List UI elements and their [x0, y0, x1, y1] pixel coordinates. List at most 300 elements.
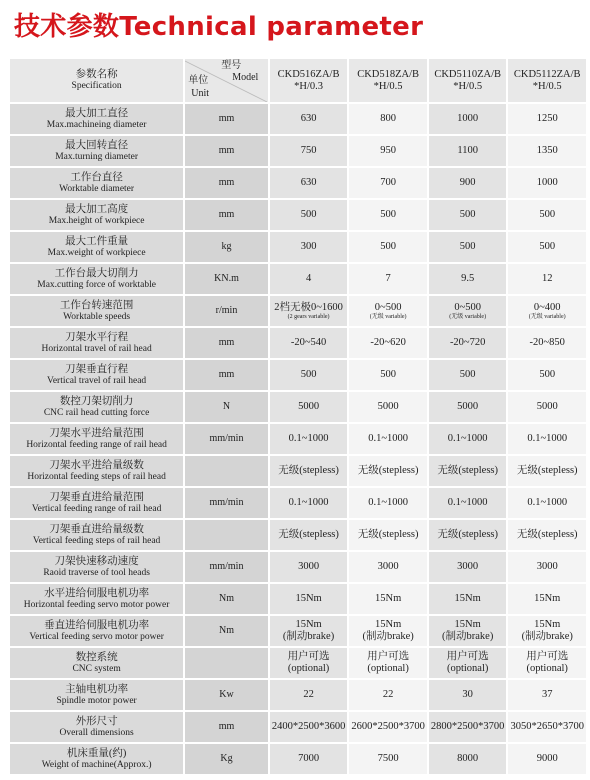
value-text: 无级(stepless) [357, 465, 419, 477]
spec-name-cn: 垂直进给伺服电机功率 [44, 619, 150, 631]
value-text: 15Nm [295, 619, 322, 631]
table-row [10, 680, 586, 710]
value-note: (optional) [446, 663, 489, 674]
value-text: 500 [539, 209, 556, 221]
value-text: 0~500 [454, 301, 481, 313]
value-cell [429, 168, 507, 198]
model-header-cn: 型号 [221, 60, 242, 71]
table-row [10, 264, 586, 294]
value-text: 500 [459, 369, 476, 381]
value-text: 2档无极0~1600 [274, 301, 343, 313]
model-header-cell [429, 59, 507, 102]
value-text: 500 [300, 369, 317, 381]
value-cell [429, 200, 507, 230]
unit-cell: Kw [185, 680, 268, 710]
value-text: 700 [380, 177, 396, 189]
page-title: 技术参数Technical parameter [14, 12, 424, 42]
value-cell [508, 424, 586, 454]
spec-name-en: Horizontal feeding steps of rail head [27, 471, 166, 482]
value-cell [270, 488, 348, 518]
spec-name-en: Vertical travel of rail head [47, 375, 147, 386]
value-cell [349, 296, 427, 326]
unit-cell: KN.m [185, 264, 268, 294]
value-note: (制动brake) [442, 631, 494, 642]
value-cell [270, 168, 348, 198]
value-cell [429, 424, 507, 454]
spec-name-en: CNC system [72, 663, 121, 674]
unit-cell: mm/min [185, 424, 268, 454]
model-suffix: *H/0.5 [453, 80, 483, 92]
value-text: 500 [459, 241, 476, 253]
value-text: 0.1~1000 [527, 433, 568, 445]
value-cell [508, 296, 586, 326]
value-cell [508, 584, 586, 614]
spec-name-cell [10, 584, 183, 614]
value-text: 15Nm [534, 619, 561, 631]
spec-name-en: Vertical feeding range of rail head [31, 503, 162, 514]
value-cell [270, 360, 348, 390]
value-cell [429, 264, 507, 294]
value-cell [270, 232, 348, 262]
value-text: 2400*2500*3600 [271, 721, 346, 733]
value-cell [349, 712, 427, 742]
value-cell [508, 232, 586, 262]
spec-name-cell [10, 456, 183, 486]
unit-header-en: Unit [191, 88, 209, 99]
value-note: (制动brake) [282, 631, 335, 642]
value-cell [508, 456, 586, 486]
spec-name-cell [10, 200, 183, 230]
value-cell [429, 296, 507, 326]
spec-name-cn: 最大加工直径 [65, 107, 129, 119]
value-text: 500 [539, 369, 556, 381]
unit-cell: Nm [185, 584, 268, 614]
value-cell [508, 392, 586, 422]
spec-name-cn: 数控刀架切削力 [59, 395, 134, 407]
value-text: 30 [462, 689, 473, 701]
value-text: 630 [300, 177, 317, 189]
value-text: 9000 [536, 753, 558, 765]
unit-cell: mm [185, 712, 268, 742]
value-text: 用户可选 [446, 651, 489, 663]
spec-name-cn: 外形尺寸 [75, 715, 118, 727]
value-text: -20~850 [529, 337, 565, 349]
spec-name-cell [10, 328, 183, 358]
table-row [10, 648, 586, 678]
unit-cell [185, 520, 268, 550]
spec-name-cn: 工作台直径 [70, 171, 123, 183]
value-text: 1100 [457, 145, 478, 157]
value-text: 37 [541, 689, 553, 701]
table-row [10, 552, 586, 582]
value-text: -20~720 [449, 337, 486, 349]
spec-name-en: Max.height of workpiece [48, 215, 145, 226]
value-text: -20~540 [290, 337, 327, 349]
spec-name-en: Weight of machine(Approx.) [41, 759, 152, 770]
value-cell [508, 488, 586, 518]
value-cell [349, 648, 427, 678]
spec-name-en: Max.cutting force of worktable [37, 279, 156, 290]
value-cell [429, 136, 507, 166]
spec-name-cn: 刀架垂直进给量范围 [49, 491, 144, 503]
table-row [10, 424, 586, 454]
spec-header-en: Specification [71, 81, 122, 92]
value-text: 500 [539, 241, 556, 253]
unit-cell: kg [185, 232, 268, 262]
value-text: 1350 [536, 145, 558, 157]
value-text: 无级(stepless) [516, 465, 578, 477]
value-cell [270, 424, 348, 454]
value-text: 500 [380, 241, 396, 253]
spec-name-en: Overall dimensions [59, 727, 134, 738]
spec-name-cn: 刀架垂直行程 [65, 363, 129, 375]
spec-header-cell [10, 59, 183, 102]
value-text: 0~500 [374, 301, 402, 313]
value-cell [270, 200, 348, 230]
value-cell [270, 328, 348, 358]
table-row [10, 488, 586, 518]
value-text: 用户可选 [367, 651, 410, 663]
value-cell [349, 584, 427, 614]
value-text: 0.1~1000 [447, 497, 488, 509]
unit-cell: mm [185, 328, 268, 358]
table-row [10, 616, 586, 646]
spec-name-en: Worktable diameter [59, 183, 135, 194]
value-cell [270, 104, 348, 134]
spec-name-en: Spindle motor power [56, 695, 137, 706]
value-text: 500 [380, 369, 396, 381]
value-cell [270, 616, 348, 646]
value-text: 750 [300, 145, 317, 157]
value-cell [429, 648, 507, 678]
value-text: 800 [380, 113, 396, 125]
value-cell [429, 360, 507, 390]
spec-name-cell [10, 712, 183, 742]
unit-cell [185, 456, 268, 486]
model-header-cell [270, 59, 348, 102]
value-text: 无级(stepless) [357, 529, 419, 541]
unit-cell: Kg [185, 744, 268, 774]
value-cell [349, 520, 427, 550]
unit-cell: r/min [185, 296, 268, 326]
spec-header-cn: 参数名称 [75, 69, 118, 81]
value-text: 3050*2650*3700 [510, 721, 584, 733]
value-cell [349, 488, 427, 518]
value-text: 0.1~1000 [368, 497, 409, 509]
spec-name-cell [10, 232, 183, 262]
spec-name-cn: 刀架快速移动速度 [54, 555, 139, 567]
spec-name-en: Max.turning diameter [55, 151, 139, 162]
value-cell [270, 296, 348, 326]
value-text: 500 [300, 209, 317, 221]
value-cell [349, 200, 427, 230]
value-cell [508, 680, 586, 710]
table-row [10, 744, 586, 774]
value-text: 无级(stepless) [278, 529, 339, 541]
value-text: 5000 [377, 401, 399, 413]
value-text: 用户可选 [526, 651, 569, 663]
spec-name-cn: 刀架垂直进给量级数 [49, 523, 144, 535]
spec-name-cell [10, 168, 183, 198]
value-cell [429, 456, 507, 486]
table-row [10, 456, 586, 486]
value-cell [429, 680, 507, 710]
model-name: CKD516ZA/B [277, 68, 340, 80]
value-text: 3000 [377, 561, 399, 573]
spec-name-cn: 机床重量(约) [66, 747, 127, 759]
spec-name-cell [10, 104, 183, 134]
spec-name-en: Horizontal feeding servo motor power [23, 599, 170, 610]
model-header-cell [508, 59, 586, 102]
value-cell [349, 456, 427, 486]
value-cell [270, 520, 348, 550]
value-text: 300 [300, 241, 317, 253]
spec-name-cell [10, 680, 183, 710]
value-cell [508, 744, 586, 774]
spec-name-en: Max.machineing diameter [46, 119, 147, 130]
value-cell [429, 744, 507, 774]
value-cell [508, 136, 586, 166]
value-cell [349, 680, 427, 710]
value-text: 5000 [536, 401, 558, 413]
value-text: 22 [382, 689, 394, 701]
spec-name-cell [10, 648, 183, 678]
value-cell [349, 552, 427, 582]
value-cell [508, 360, 586, 390]
unit-cell: mm [185, 136, 268, 166]
model-name: CKD5110ZA/B [434, 68, 502, 80]
value-text: 2800*2500*3700 [430, 721, 505, 733]
value-text: 630 [300, 113, 317, 125]
model-suffix: *H/0.5 [373, 80, 403, 92]
value-note: (制动brake) [362, 631, 414, 642]
value-cell [508, 712, 586, 742]
spec-name-en: CNC rail head cutting force [43, 407, 150, 418]
value-cell [508, 616, 586, 646]
value-text: 3000 [536, 561, 558, 573]
table-row [10, 232, 586, 262]
spec-name-cn: 最大工件重量 [65, 235, 129, 247]
spec-name-cell [10, 552, 183, 582]
model-header-cell [349, 59, 427, 102]
value-text: 500 [459, 209, 476, 221]
spec-name-en: Vertical feeding servo motor power [29, 631, 164, 642]
spec-name-cn: 水平进给伺服电机功率 [44, 587, 150, 599]
table-row [10, 392, 586, 422]
table-row [10, 360, 586, 390]
value-text: 3000 [457, 561, 479, 573]
value-note: (制动brake) [521, 631, 573, 642]
table-row [10, 200, 586, 230]
value-note: (optional) [367, 663, 409, 674]
unit-cell: mm [185, 200, 268, 230]
value-text: 0.1~1000 [288, 433, 329, 445]
value-cell [429, 584, 507, 614]
value-cell [508, 264, 586, 294]
value-text: 1000 [536, 177, 558, 189]
value-text: 用户可选 [287, 651, 330, 663]
value-cell [349, 168, 427, 198]
model-suffix: *H/0.3 [294, 80, 323, 92]
spec-name-cn: 刀架水平进给量级数 [49, 459, 144, 471]
unit-cell: mm [185, 168, 268, 198]
spec-name-cell [10, 296, 183, 326]
value-cell [429, 712, 507, 742]
value-cell [349, 744, 427, 774]
spec-name-cn: 数控系统 [75, 651, 118, 663]
spec-table [8, 57, 588, 776]
value-text: 15Nm [295, 593, 322, 605]
value-cell [429, 392, 507, 422]
table-row [10, 584, 586, 614]
value-note: (2 gears variable) [287, 313, 330, 320]
value-text: 900 [459, 177, 476, 189]
value-cell [508, 552, 586, 582]
value-text: 1250 [536, 113, 558, 125]
spec-name-cn: 工作台最大切削力 [54, 267, 139, 279]
spec-name-cn: 刀架水平进给量范围 [49, 427, 144, 439]
value-text: 15Nm [534, 593, 561, 605]
spec-name-cn: 工作台转速范围 [59, 299, 134, 311]
value-cell [349, 616, 427, 646]
spec-name-en: Worktable speeds [63, 311, 131, 322]
value-text: 12 [541, 273, 553, 285]
value-cell [429, 232, 507, 262]
value-cell [349, 328, 427, 358]
value-text: 8000 [457, 753, 479, 765]
spec-name-cell [10, 520, 183, 550]
value-cell [508, 104, 586, 134]
value-text: 15Nm [374, 593, 402, 605]
unit-cell: mm/min [185, 552, 268, 582]
spec-name-en: Raoid traverse of tool heads [43, 567, 150, 578]
value-cell [270, 648, 348, 678]
spec-name-en: Horizontal travel of rail head [41, 343, 152, 354]
value-text: 7000 [298, 753, 320, 765]
spec-name-en: Horizontal feeding range of rail head [26, 439, 167, 450]
spec-name-cell [10, 488, 183, 518]
value-cell [270, 680, 348, 710]
spec-table-body [10, 59, 586, 774]
spec-name-cn: 主轴电机功率 [65, 683, 129, 695]
value-cell [508, 520, 586, 550]
value-cell [429, 616, 507, 646]
value-cell [429, 328, 507, 358]
table-row [10, 328, 586, 358]
model-name: CKD5112ZA/B [513, 68, 581, 80]
spec-name-cn: 最大回转直径 [65, 139, 129, 151]
value-cell [508, 648, 586, 678]
value-text: 0.1~1000 [288, 497, 329, 509]
spec-name-cell [10, 136, 183, 166]
table-row [10, 168, 586, 198]
value-text: 2600*2500*3700 [351, 721, 425, 733]
value-cell [270, 264, 348, 294]
spec-name-cell [10, 392, 183, 422]
unit-cell: N [185, 392, 268, 422]
value-text: 4 [305, 273, 312, 285]
value-note: (无级 variable) [369, 313, 407, 320]
value-text: 无级(stepless) [437, 529, 498, 541]
value-text: 0~400 [533, 301, 561, 313]
value-cell [349, 264, 427, 294]
value-note: (optional) [287, 663, 330, 674]
value-cell [349, 392, 427, 422]
value-cell [270, 552, 348, 582]
value-text: 5000 [298, 401, 320, 413]
value-cell [429, 488, 507, 518]
model-header-en: Model [232, 72, 259, 83]
value-text: 15Nm [374, 619, 402, 631]
value-text: 5000 [457, 401, 479, 413]
spec-name-cell [10, 360, 183, 390]
table-row [10, 104, 586, 134]
value-text: -20~620 [370, 337, 406, 349]
spec-name-cell [10, 424, 183, 454]
value-text: 500 [380, 209, 396, 221]
value-text: 3000 [298, 561, 320, 573]
unit-cell: Nm [185, 616, 268, 646]
value-text: 1000 [457, 113, 479, 125]
value-note: (无级 variable) [528, 313, 566, 320]
value-cell [270, 392, 348, 422]
table-row [10, 520, 586, 550]
unit-cell [185, 648, 268, 678]
value-text: 9.5 [461, 273, 475, 285]
spec-name-cell [10, 264, 183, 294]
spec-name-cell [10, 616, 183, 646]
value-cell [270, 712, 348, 742]
spec-name-cell [10, 744, 183, 774]
value-cell [508, 328, 586, 358]
unit-cell: mm/min [185, 488, 268, 518]
model-name: CKD518ZA/B [357, 68, 420, 80]
value-note: (无级 variable) [449, 313, 487, 320]
value-text: 15Nm [454, 619, 481, 631]
spec-name-en: Max.weight of workpiece [47, 247, 146, 258]
value-text: 无级(stepless) [516, 529, 578, 541]
spec-name-en: Vertical feeding steps of rail head [32, 535, 161, 546]
value-cell [349, 104, 427, 134]
value-cell [270, 584, 348, 614]
spec-name-cn: 刀架水平行程 [65, 331, 129, 343]
value-cell [429, 520, 507, 550]
value-text: 22 [303, 689, 314, 701]
value-cell [429, 104, 507, 134]
unit-cell: mm [185, 360, 268, 390]
value-text: 0.1~1000 [447, 433, 488, 445]
value-text: 0.1~1000 [527, 497, 568, 509]
unit-cell: mm [185, 104, 268, 134]
value-text: 15Nm [454, 593, 481, 605]
value-cell [508, 168, 586, 198]
value-cell [270, 456, 348, 486]
table-header-row [10, 59, 586, 102]
unit-model-header-cell [185, 59, 268, 102]
table-row [10, 296, 586, 326]
value-cell [270, 136, 348, 166]
value-cell [429, 552, 507, 582]
value-cell [349, 232, 427, 262]
value-text: 无级(stepless) [278, 465, 339, 477]
value-cell [349, 424, 427, 454]
value-cell [508, 200, 586, 230]
unit-header-cn: 单位 [188, 75, 209, 86]
table-row [10, 136, 586, 166]
value-cell [349, 136, 427, 166]
model-suffix: *H/0.5 [532, 80, 562, 92]
value-text: 950 [380, 145, 396, 157]
